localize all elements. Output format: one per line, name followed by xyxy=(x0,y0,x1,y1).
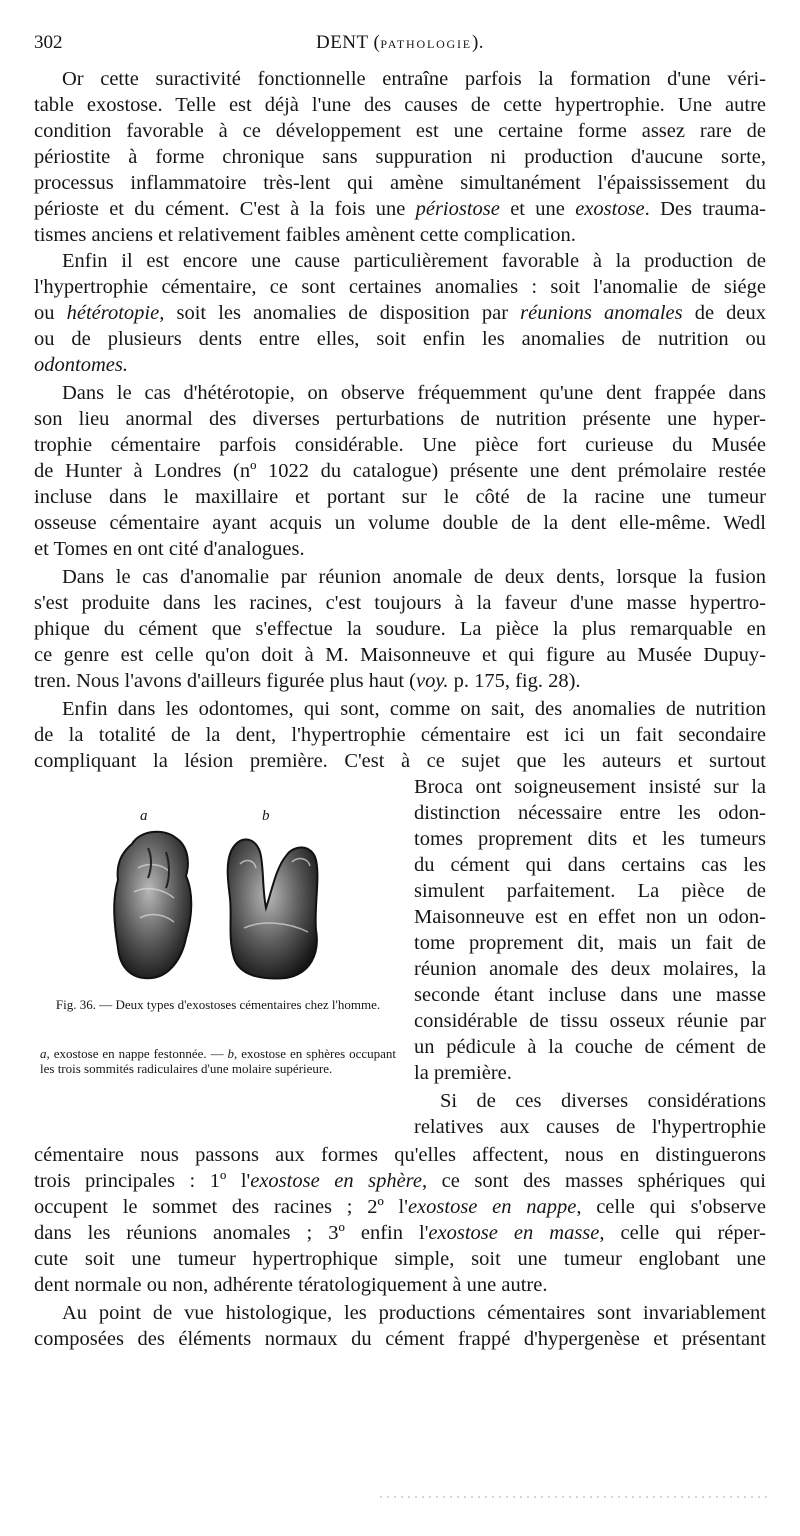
text-line: la première. xyxy=(414,1062,512,1084)
tooth-a-drawing xyxy=(114,832,191,978)
tooth-b-drawing xyxy=(228,839,318,978)
term-exostose: exostose xyxy=(575,198,645,220)
text-line: de Hunter à Londres (nº 1022 du catalogue) présente une dent prémolaire restée xyxy=(34,460,766,482)
text-line: s'est produite dans les racines, c'est toujours à la faveur d'une masse hypertro- xyxy=(34,592,766,614)
text-line: son lieu anormal des diverses perturbations de nutrition présente une hyper- xyxy=(34,408,766,430)
text-line: cémentaire nous passons aux formes qu'elles affectent, nous en distinguerons xyxy=(34,1144,766,1166)
term-periostose: périostose xyxy=(415,198,500,220)
text-line: compliquant la lésion première. C'est à ce sujet que les auteurs et surtout xyxy=(34,750,766,772)
text-line: ce genre est celle qu'on doit à M. Maisonneuve et qui figure au Musée Dupuy- xyxy=(34,644,766,666)
text-line: Enfin il est encore une cause particulièrement favorable à la production de xyxy=(62,250,766,272)
text-line: osseuse cémentaire ayant acquis un volume double de la dent elle-même. Wedl xyxy=(34,512,766,534)
text-line: ou hétérotopie, soit les anomalies de disposition par réunions anomales de deux xyxy=(34,302,767,324)
text-line: trois principales : 1º l'exostose en sphère, ce sont des masses sphériques qui xyxy=(34,1170,766,1192)
term-odontomes: odontomes. xyxy=(34,354,128,376)
text-line: Au point de vue histologique, les productions cémentaires sont invariablement xyxy=(62,1302,766,1324)
text-line: simulent parfaitement. La pièce de xyxy=(414,880,766,902)
page-header xyxy=(34,32,766,58)
text-line: Broca ont soigneusement insisté sur la xyxy=(414,776,766,798)
figure-label-a: a xyxy=(140,808,148,824)
text-line: incluse dans le maxillaire et portant sur le côté de la racine une tumeur xyxy=(34,486,766,508)
text-line: du cément qui dans certains cas les xyxy=(414,854,766,876)
text-line: cute soit une tumeur hypertrophique simple, soit une tumeur englobant une xyxy=(34,1248,766,1270)
scan-artifact-dots xyxy=(380,1494,770,1500)
text-line: périostite à forme chronique sans suppuration ni production d'aucune sorte, xyxy=(34,146,766,168)
term-exostose-en-masse: exostose en masse xyxy=(428,1222,600,1244)
text-line: processus inflammatoire très-lent qui amène simultanément l'épaississement du xyxy=(34,172,766,194)
text-line: tomes proprement dits et les tumeurs xyxy=(414,828,766,850)
text-line: réunion anomale des deux molaires, la xyxy=(414,958,766,980)
text-line: Or cette suractivité fonctionnelle entraîne parfois la formation d'une véri- xyxy=(62,68,766,90)
text-line: Dans le cas d'anomalie par réunion anomale de deux dents, lorsque la fusion xyxy=(62,566,766,588)
text-line: occupent le sommet des racines ; 2º l'exostose en nappe, celle qui s'observe xyxy=(34,1196,766,1218)
page-number: 302 xyxy=(34,32,63,53)
text-line: trophie cémentaire parfois considérable. Une pièce fort curieuse du Musée xyxy=(34,434,766,456)
figure-caption-title: Fig. 36. — Deux types d'exostoses cémentaires chez l'homme. xyxy=(55,997,381,1012)
text-line: un pédicule à la couche de cément de xyxy=(414,1036,766,1058)
text-line: distinction nécessaire entre les odon- xyxy=(414,802,766,824)
text-line: tismes anciens et relativement faibles amènent cette complication. xyxy=(34,224,576,246)
tooth-illustration xyxy=(40,808,396,984)
text-line: composées des éléments normaux du cément frappé d'hypergenèse et présentant xyxy=(34,1328,766,1350)
running-title: DENT (PATHOLOGIE). xyxy=(315,32,485,53)
text-line: ou de plusieurs dents entre elles, soit enfin les anomalies de nutrition ou xyxy=(34,328,766,350)
term-reunions-anomales: réunions anomales xyxy=(520,302,683,324)
text-line: dans les réunions anomales ; 3º enfin l'exostose en masse, celle qui réper- xyxy=(34,1222,766,1244)
running-subtitle: PATHOLOGIE xyxy=(380,37,472,51)
text-line: Enfin dans les odontomes, qui sont, comme on sait, des anomalies de nutrition xyxy=(62,698,766,720)
figure-caption-legend: a, exostose en nappe festonnée. — b, exostose en sphères occupant les trois sommités radiculaires d'une molaire supérieure. xyxy=(40,1046,397,1076)
text-line xyxy=(34,352,766,378)
term-heterotopie: hétérotopie, xyxy=(66,302,165,324)
text-line: l'hypertrophie cémentaire, ce sont certaines anomalies : soit l'anomalie de siége xyxy=(34,276,766,298)
text-line: Maisonneuve est en effet non un odon- xyxy=(414,906,766,928)
text-line: relatives aux causes de l'hypertrophie xyxy=(414,1116,766,1138)
text-line: Dans le cas d'hétérotopie, on observe fréquemment qu'une dent frappée dans xyxy=(62,382,766,404)
figure-label-b: b xyxy=(262,808,270,824)
term-exostose-en-sphere: exostose en sphère xyxy=(250,1170,422,1192)
figure-36 xyxy=(40,808,396,984)
text-line: de la totalité de la dent, l'hypertrophie cémentaire est ici un fait secondaire xyxy=(34,724,766,746)
text-line: phique du cément que s'effectue la soudure. La pièce la plus remarquable en xyxy=(34,618,766,640)
text-line: Si de ces diverses considérations xyxy=(440,1090,766,1112)
text-line: tome proprement dit, mais un fait de xyxy=(414,932,766,954)
text-line: seconde étant incluse dans une masse xyxy=(414,984,766,1006)
text-line: tren. Nous l'avons d'ailleurs figurée plus haut (voy. p. 175, fig. 28). xyxy=(34,670,581,692)
text-line: considérable de tissu osseux réunie par xyxy=(414,1010,766,1032)
term-voy: voy. xyxy=(416,670,449,692)
text-line: périoste et du cément. C'est à la fois une périostose et une exostose. Des trauma- xyxy=(34,198,767,220)
text-line: dent normale ou non, adhérente tératologiquement à une autre. xyxy=(34,1274,548,1296)
text-line: condition favorable à ce développement est une certaine forme assez rare de xyxy=(34,120,766,142)
text-line: et Tomes en ont cité d'analogues. xyxy=(34,538,305,560)
term-exostose-en-nappe: exostose en nappe xyxy=(407,1196,577,1218)
text-line: table exostose. Telle est déjà l'une des causes de cette hypertrophie. Une autre xyxy=(34,94,766,116)
